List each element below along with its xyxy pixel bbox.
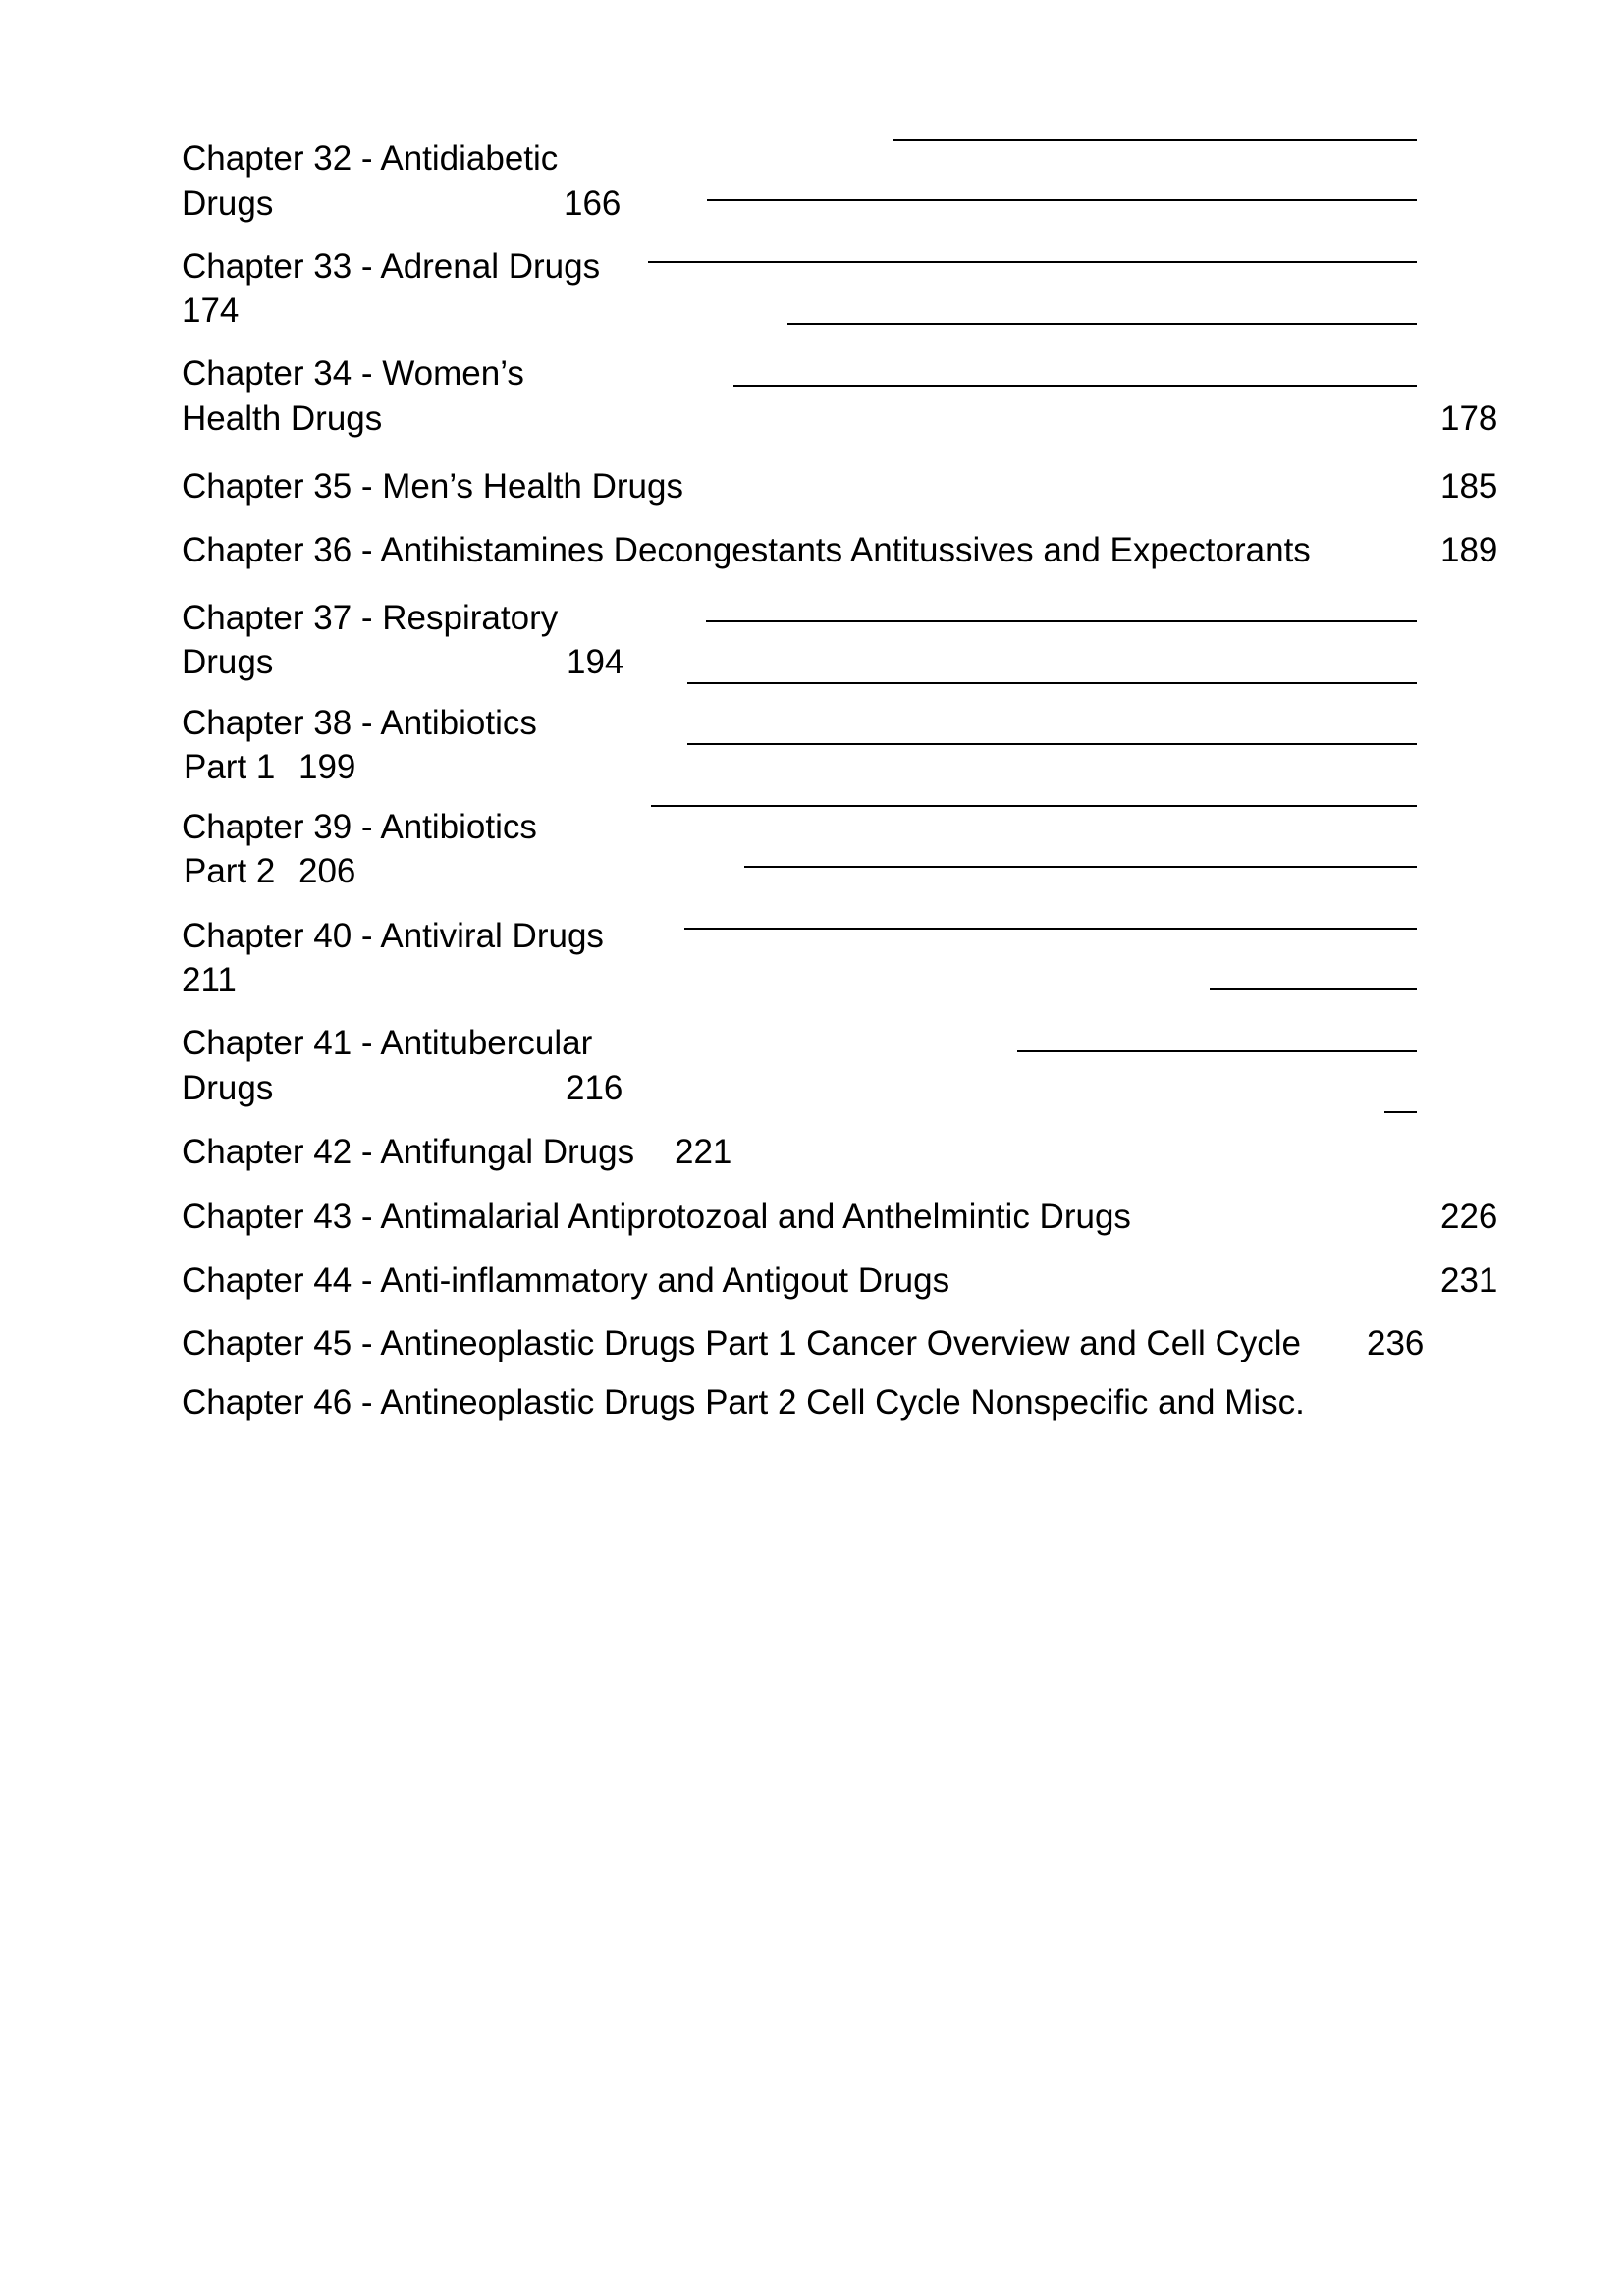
toc-ch39-page[interactable]: 206 — [298, 852, 356, 890]
toc-ch38-title-line1[interactable]: Chapter 38 - Antibiotics — [182, 704, 537, 742]
toc-ch37-title-line2[interactable]: Drugs — [182, 643, 274, 681]
leader-rule — [893, 139, 1417, 141]
toc-ch32-page[interactable]: 166 — [564, 185, 622, 223]
leader-rule — [1384, 1111, 1417, 1113]
toc-ch39-title-line2[interactable]: Part 2 — [184, 852, 276, 890]
toc-ch46-title[interactable]: Chapter 46 - Antineoplastic Drugs Part 2 Cell Cycle Nonspecific and Misc. — [182, 1383, 1305, 1421]
toc-ch41-title-line2[interactable]: Drugs — [182, 1069, 274, 1107]
toc-ch35-page[interactable]: 185 — [1440, 467, 1498, 506]
toc-ch39-title-line1[interactable]: Chapter 39 - Antibiotics — [182, 808, 537, 846]
leader-rule — [1210, 988, 1417, 990]
toc-ch32-title-line2[interactable]: Drugs — [182, 185, 274, 223]
toc-ch34-page[interactable]: 178 — [1440, 400, 1498, 438]
toc-ch43-title[interactable]: Chapter 43 - Antimalarial Antiprotozoal and Anthelmintic Drugs — [182, 1198, 1131, 1236]
leader-rule — [648, 261, 1417, 263]
leader-rule — [707, 199, 1417, 201]
leader-rule — [787, 323, 1417, 325]
toc-ch41-page[interactable]: 216 — [566, 1069, 623, 1107]
toc-ch43-page[interactable]: 226 — [1440, 1198, 1498, 1236]
toc-ch38-page[interactable]: 199 — [298, 748, 356, 786]
leader-rule — [744, 866, 1417, 868]
toc-ch41-title-line1[interactable]: Chapter 41 - Antitubercular — [182, 1024, 593, 1062]
leader-rule — [1017, 1050, 1417, 1052]
toc-ch45-page[interactable]: 236 — [1367, 1324, 1425, 1362]
toc-ch40-page[interactable]: 211 — [182, 961, 237, 999]
toc-ch36-title[interactable]: Chapter 36 - Antihistamines Decongestants Antitussives and Expectorants — [182, 531, 1311, 569]
toc-ch40-title-line1[interactable]: Chapter 40 - Antiviral Drugs — [182, 917, 604, 955]
toc-ch38-title-line2[interactable]: Part 1 — [184, 748, 276, 786]
toc-ch42-page[interactable]: 221 — [675, 1133, 732, 1171]
leader-rule — [687, 682, 1417, 684]
toc-ch44-title[interactable]: Chapter 44 - Anti-inflammatory and Antigout Drugs — [182, 1261, 950, 1300]
toc-ch33-page[interactable]: 174 — [182, 292, 240, 330]
toc-ch33-title-line1[interactable]: Chapter 33 - Adrenal Drugs — [182, 247, 601, 286]
leader-rule — [651, 805, 1417, 807]
leader-rule — [733, 385, 1417, 387]
leader-rule — [684, 928, 1417, 930]
toc-ch42-title[interactable]: Chapter 42 - Antifungal Drugs — [182, 1133, 635, 1171]
leader-rule — [687, 743, 1417, 745]
leader-rule — [706, 620, 1417, 622]
toc-ch37-page[interactable]: 194 — [567, 643, 624, 681]
toc-ch35-title[interactable]: Chapter 35 - Men’s Health Drugs — [182, 467, 683, 506]
toc-ch36-page[interactable]: 189 — [1440, 531, 1498, 569]
toc-ch44-page[interactable]: 231 — [1440, 1261, 1498, 1300]
toc-ch32-title-line1[interactable]: Chapter 32 - Antidiabetic — [182, 139, 559, 178]
toc-ch37-title-line1[interactable]: Chapter 37 - Respiratory — [182, 599, 559, 637]
toc-ch34-title-line2[interactable]: Health Drugs — [182, 400, 383, 438]
toc-ch34-title-line1[interactable]: Chapter 34 - Women’s — [182, 354, 524, 393]
toc-ch45-title[interactable]: Chapter 45 - Antineoplastic Drugs Part 1 Cancer Overview and Cell Cycle — [182, 1324, 1301, 1362]
